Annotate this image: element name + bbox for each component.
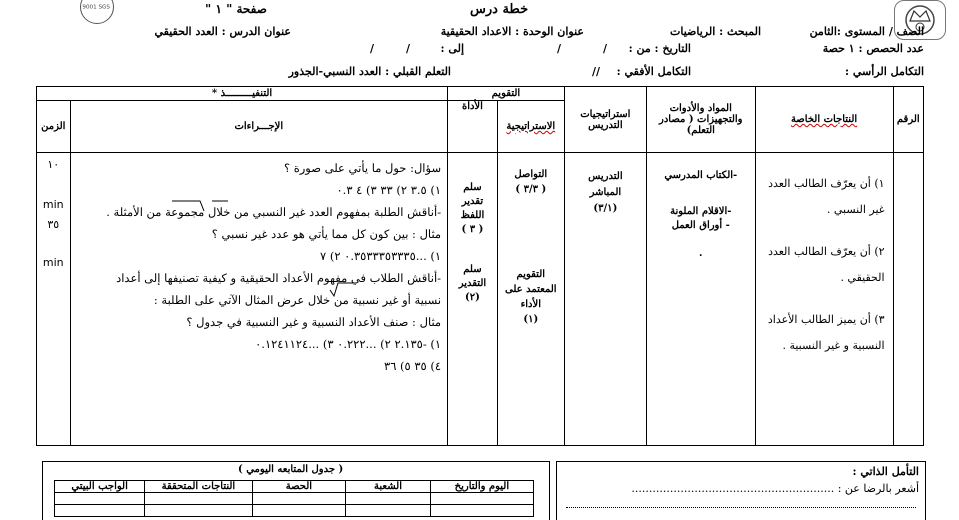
- iso-logo: [80, 0, 114, 24]
- lesson-plan-table: [36, 86, 924, 446]
- procedure-line: ١) -٢.١٣٥ ٢) ...٠.٢٢٢ ٣) ...٠.١٢٤١١٢٤: [255, 337, 442, 351]
- classes-count: عدد الحصص : ١ حصة: [822, 42, 924, 55]
- header-materials: المواد والأدوات والتجهيزات ( مصادر التعلم): [646, 87, 755, 153]
- eval-tool-item: ( ٣ ): [461, 224, 484, 235]
- procedure-line: ١) ٣.٥ ٢) ٣٣ ٣) ٤ ٠.٣: [336, 183, 442, 197]
- eval-strategy-item: التقويم المعتمد على الأداء: [504, 269, 557, 310]
- material-item: -الكتاب المدرسي: [664, 170, 738, 181]
- follow-table-title: ( جدول المتابعه اليومي ): [238, 464, 344, 475]
- strategy-cell: [564, 153, 646, 446]
- num-cell: [893, 153, 923, 446]
- sqrt-symbols: [170, 193, 250, 217]
- eval-tool-item: (٢): [465, 292, 480, 303]
- header-time: الزمن: [37, 101, 71, 153]
- material-item: .: [699, 248, 703, 259]
- date-slash: /: [370, 42, 375, 55]
- page-label: صفحة " ١ ": [205, 2, 267, 16]
- vertical-integration: التكامل الرأسي :: [844, 65, 924, 78]
- eval-strategy-cell: [497, 153, 564, 446]
- strategy-name: التدريس المباشر: [588, 171, 623, 198]
- procedure-line: سؤال: حول ما يأتي على صورة ؟: [283, 161, 442, 175]
- follow-header: الشعبة: [346, 481, 431, 493]
- procedure-line: -أناقش الطلبة بمفهوم العدد غير النسبي من خلال مجموعة من الأمثلة .: [106, 205, 442, 219]
- material-item: -الاقلام الملونة: [670, 206, 732, 217]
- time-value: ١٠: [47, 158, 60, 171]
- outcome-item: ٣) أن يميز الطالب الأعداد النسبية و غير النسبية .: [767, 313, 885, 352]
- outcome-item: ٢) أن يعرّف الطالب العدد الحقيقي .: [768, 245, 885, 284]
- reflection-dotted-line: [566, 507, 916, 508]
- date-slash: /: [603, 42, 608, 55]
- reflection-line: أشعر بالرضا عن : ..........................................................: [631, 482, 919, 495]
- sqrt-seven-symbol: [328, 280, 358, 298]
- horizontal-integration: التكامل الأفقي :: [616, 65, 691, 78]
- outcomes-cell: [755, 153, 893, 446]
- eval-strategy-item: ( ٣/٣ ): [515, 184, 547, 195]
- procedures-cell: [70, 153, 448, 446]
- strategy-code: (٣/١): [593, 203, 618, 214]
- header-evaluation: التقويم: [448, 87, 565, 101]
- follow-header: الواجب البيتي: [55, 481, 145, 493]
- eval-tool-cell: [448, 153, 498, 446]
- date-slash: /: [557, 42, 562, 55]
- subject-label: المبحث : الرياضيات: [670, 25, 761, 38]
- eval-strategy-item: (١): [523, 314, 539, 325]
- header-eval-strategy: الاستراتيجية: [497, 101, 564, 153]
- follow-header: اليوم والتاريخ: [430, 481, 533, 493]
- date-to: إلى :: [440, 42, 464, 55]
- time-unit: min: [42, 198, 64, 211]
- follow-header: النتاجات المتحققة: [145, 481, 252, 493]
- iso-logo-text: 9001 SGS: [82, 3, 110, 11]
- date-slash: /: [406, 42, 411, 55]
- reflection-title: التأمل الذاتي :: [852, 465, 919, 478]
- procedure-line: مثال : صنف الأعداد النسبية و غير النسبية في جدول ؟: [186, 315, 442, 329]
- eval-tool-item: سلم تقدير اللفظ: [460, 182, 485, 221]
- materials-cell: [646, 153, 755, 446]
- time-value: ٣٥: [47, 218, 60, 231]
- header-execution: التنفيـــــــــذ *: [37, 87, 448, 101]
- time-unit: min: [42, 256, 64, 269]
- procedure-line: نسبية أو غير نسبية من خلال عرض المثال الآتي على الطلبة :: [153, 293, 442, 307]
- header-outcomes: النتاجات الخاصة: [755, 87, 893, 153]
- follow-up-table: [54, 480, 534, 517]
- header-strategies: استراتيجيات التدريس: [564, 87, 646, 153]
- lesson-label: عنوان الدرس : العدد الحقيقي: [154, 25, 291, 38]
- horizontal-integration-value: //: [592, 65, 601, 78]
- procedure-line: ١) ...٠.٣٥٣٣٣٥٣٣٣٥ ٢) ٧: [319, 249, 442, 263]
- unit-label: عنوان الوحدة : الاعداد الحقيقية: [440, 25, 584, 38]
- header-procedures: الإجـــراءات: [70, 101, 448, 153]
- header-num: الرقم: [893, 87, 923, 153]
- procedure-line: -أناقش الطلاب في مفهوم الأعداد الحقيقية و كيفية تصنيفها إلى أعداد: [116, 271, 442, 285]
- time-cell: [37, 153, 71, 446]
- procedure-line: ٤) ٣٥ ٥) ٣٦: [384, 359, 442, 373]
- eval-strategy-item: التواصل: [514, 169, 548, 180]
- follow-header: الحصة: [252, 481, 346, 493]
- date-from: التاريخ : من :: [628, 42, 691, 55]
- eval-tool-item: سلم التقدير: [458, 264, 487, 289]
- header-eval-tool: الأداة: [448, 101, 498, 153]
- procedure-line: مثال : بين كون كل مما يأتي هو عدد غير نسبي ؟: [211, 227, 442, 241]
- grade-label: الصف / المستوى :الثامن: [809, 25, 924, 38]
- page-title: خطة درس: [470, 2, 529, 17]
- material-item: - أوراق العمل: [671, 220, 730, 231]
- outcome-item: ١) أن يعرّف الطالب العدد غير النسبي .: [768, 177, 885, 216]
- prior-learning: التعلم القبلي : العدد النسبي-الجذور: [288, 65, 451, 78]
